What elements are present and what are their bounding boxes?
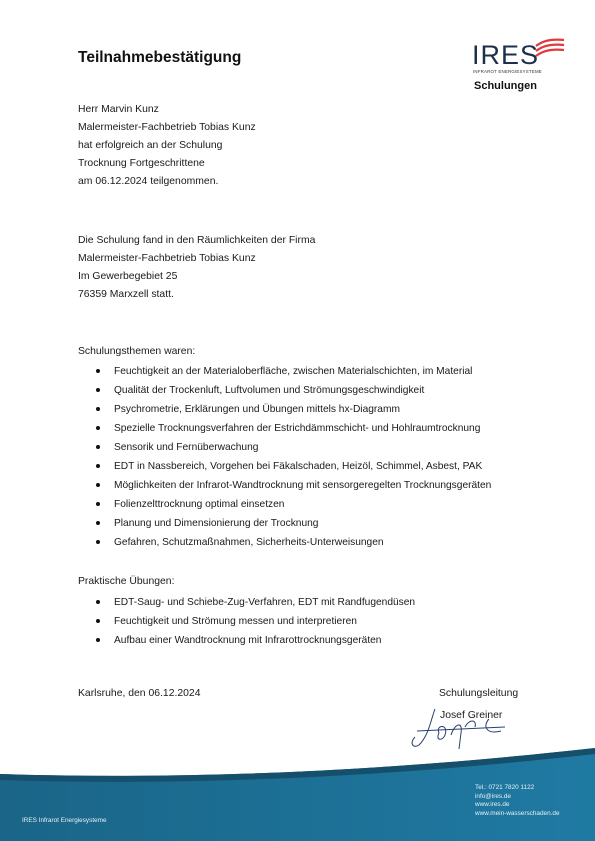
bullet-icon: [96, 407, 100, 411]
topics-heading: Schulungsthemen waren:: [78, 346, 196, 357]
contact-website: www.ires.de: [475, 801, 510, 809]
recipient-line: Malermeister-Fachbetrieb Tobias Kunz: [78, 122, 256, 133]
location-block: [78, 232, 315, 304]
footer-company: IRES Infrarot Energiesysteme: [22, 817, 107, 824]
bullet-icon: [96, 540, 100, 544]
bullet-icon: [96, 619, 100, 623]
list-item: Feuchtigkeit und Strömung messen und interpretieren: [96, 612, 415, 631]
document-title: Teilnahmebestätigung: [78, 49, 242, 66]
list-item: Qualität der Trockenluft, Luftvolumen und Strömungsgeschwindigkeit: [96, 381, 491, 400]
list-item: Möglichkeiten der Infrarot-Wandtrocknung mit sensorgeregelten Trocknungsgeräten: [96, 476, 491, 495]
list-item: Feuchtigkeit an der Materialoberfläche, zwischen Materialschichten, im Material: [96, 362, 491, 381]
bullet-icon: [96, 502, 100, 506]
list-item: EDT in Nassbereich, Vorgehen bei Fäkalschaden, Heizöl, Schimmel, Asbest, PAK: [96, 457, 491, 476]
bullet-icon: [96, 638, 100, 642]
logo-subtitle: INFRAROT ENERGIESYSTEME: [473, 69, 542, 74]
bullet-icon: [96, 369, 100, 373]
bullet-icon: [96, 445, 100, 449]
signatory-name: Josef Greiner: [440, 710, 503, 721]
location-line: Malermeister-Fachbetrieb Tobias Kunz: [78, 253, 256, 264]
list-item: Gefahren, Schutzmaßnahmen, Sicherheits-Unterweisungen: [96, 533, 491, 552]
bullet-icon: [96, 521, 100, 525]
recipient-block: [78, 101, 256, 191]
recipient-line: am 06.12.2024 teilgenommen.: [78, 176, 219, 187]
contact-block: [475, 784, 560, 818]
list-item: Psychrometrie, Erklärungen und Übungen mittels hx-Diagramm: [96, 400, 491, 419]
list-item: EDT-Saug- und Schiebe-Zug-Verfahren, EDT mit Randfugendüsen: [96, 593, 415, 612]
list-item: Planung und Dimensionierung der Trocknung: [96, 514, 491, 533]
bullet-icon: [96, 426, 100, 430]
contact-website-secondary: www.mein-wasserschaden.de: [475, 809, 560, 817]
practice-list: [96, 593, 415, 650]
location-line: 76359 Marxzell statt.: [78, 289, 174, 300]
contact-phone: Tel.: 0721 7820 1122: [475, 784, 535, 791]
recipient-line: Herr Marvin Kunz: [78, 104, 159, 115]
practice-heading: Praktische Übungen:: [78, 576, 175, 587]
contact-email: info@ires.de: [475, 792, 511, 800]
place-date: Karlsruhe, den 06.12.2024: [78, 688, 201, 699]
logo-tagline: Schulungen: [474, 80, 537, 92]
location-line: Im Gewerbegebiet 25: [78, 271, 178, 282]
bullet-icon: [96, 600, 100, 604]
bullet-icon: [96, 464, 100, 468]
location-line: Die Schulung fand in den Räumlichkeiten der Firma: [78, 235, 316, 246]
bullet-icon: [96, 483, 100, 487]
recipient-line: Trocknung Fortgeschrittene: [78, 158, 205, 169]
logo-swoosh-icon: [534, 36, 566, 60]
ires-logo: [470, 36, 570, 98]
list-item: Aufbau einer Wandtrocknung mit Infrarottrocknungsgeräten: [96, 631, 415, 650]
recipient-line: hat erfolgreich an der Schulung: [78, 140, 223, 151]
topics-list: [96, 362, 491, 552]
signatory-role: Schulungsleitung: [439, 688, 519, 699]
list-item: Sensorik und Fernüberwachung: [96, 438, 491, 457]
list-item: Folienzelttrocknung optimal einsetzen: [96, 495, 491, 514]
logo-wordmark: IRES: [472, 40, 540, 70]
bullet-icon: [96, 388, 100, 392]
list-item: Spezielle Trocknungsverfahren der Estrichdämmschicht- und Hohlraumtrocknung: [96, 419, 491, 438]
